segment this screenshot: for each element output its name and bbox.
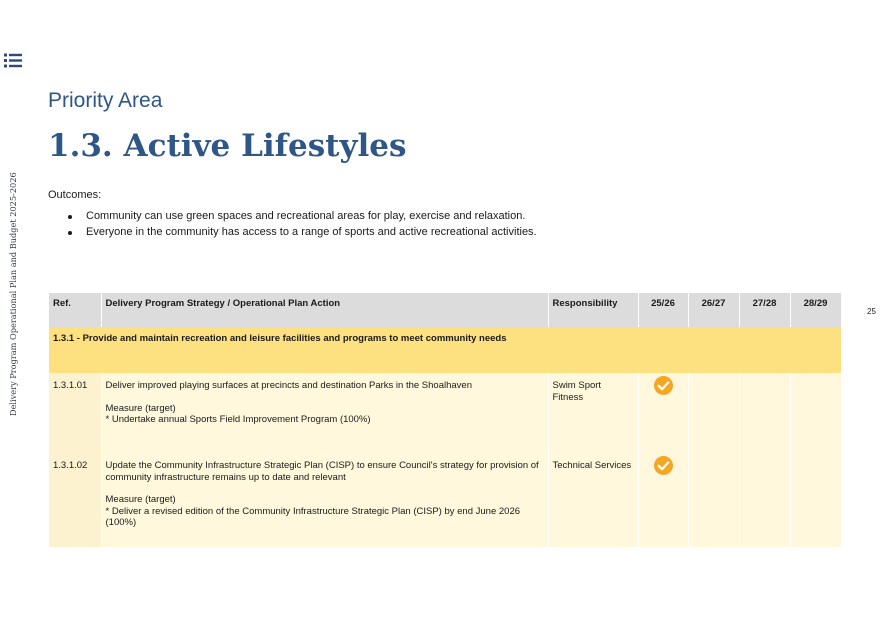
header-responsibility: Responsibility xyxy=(548,293,638,327)
check-circle-icon xyxy=(654,456,673,475)
row-ref: 1.3.1.02 xyxy=(49,453,101,547)
year-cell xyxy=(790,453,841,547)
header-year: 26/27 xyxy=(688,293,739,327)
row-measure: * Deliver a revised edition of the Community Infrastructure Strategic Plan (CISP) by end June 2026 (100%) xyxy=(105,505,521,528)
document-side-label: Delivery Program Operational Plan and Budget 2025-2026 xyxy=(8,172,18,416)
row-action: Deliver improved playing surfaces at precincts and destination Parks in the Shoalhaven xyxy=(105,380,472,391)
table-row xyxy=(49,453,841,547)
row-measure: * Undertake annual Sports Field Improvement Program (100%) xyxy=(105,414,371,425)
outcomes-list xyxy=(68,209,537,241)
year-cell xyxy=(638,373,688,453)
row-measure-label: Measure (target) xyxy=(105,494,176,505)
year-cell xyxy=(739,453,790,547)
row-responsibility: Technical Services xyxy=(548,453,638,547)
table-header-row xyxy=(49,293,841,327)
year-cell xyxy=(638,453,688,547)
year-cell xyxy=(688,373,739,453)
outcome-item: Everyone in the community has access to a range of sports and active recreational activities. xyxy=(68,225,537,241)
header-year: 28/29 xyxy=(790,293,841,327)
year-cell xyxy=(790,373,841,453)
page-title: 1.3. Active Lifestyles xyxy=(48,128,407,164)
table-row xyxy=(49,373,841,453)
section-kicker: Priority Area xyxy=(48,89,163,112)
row-measure-label: Measure (target) xyxy=(105,402,176,414)
strategy-row xyxy=(49,327,841,373)
row-action-cell xyxy=(101,373,548,453)
header-year: 25/26 xyxy=(638,293,688,327)
row-action: Update the Community Infrastructure Strategic Plan (CISP) to ensure Council's strategy for provision of community infrastructure remains up to date and relevant xyxy=(105,460,539,483)
row-action-cell xyxy=(101,453,548,547)
row-responsibility: Swim Sport Fitness xyxy=(548,373,638,453)
outcome-item: Community can use green spaces and recreational areas for play, exercise and relaxation. xyxy=(68,209,537,225)
delivery-program-table xyxy=(49,293,842,547)
header-year: 27/28 xyxy=(739,293,790,327)
strategy-text: 1.3.1 - Provide and maintain recreation and leisure facilities and programs to meet community needs xyxy=(49,327,841,373)
page-number: 25 xyxy=(867,307,876,316)
year-cell xyxy=(688,453,739,547)
header-ref: Ref. xyxy=(49,293,101,327)
outcomes-label: Outcomes: xyxy=(48,189,102,201)
year-cell xyxy=(739,373,790,453)
table-of-contents-icon[interactable] xyxy=(4,53,22,68)
header-action: Delivery Program Strategy / Operational Plan Action xyxy=(101,293,548,327)
check-circle-icon xyxy=(654,376,673,395)
row-ref: 1.3.1.01 xyxy=(49,373,101,453)
